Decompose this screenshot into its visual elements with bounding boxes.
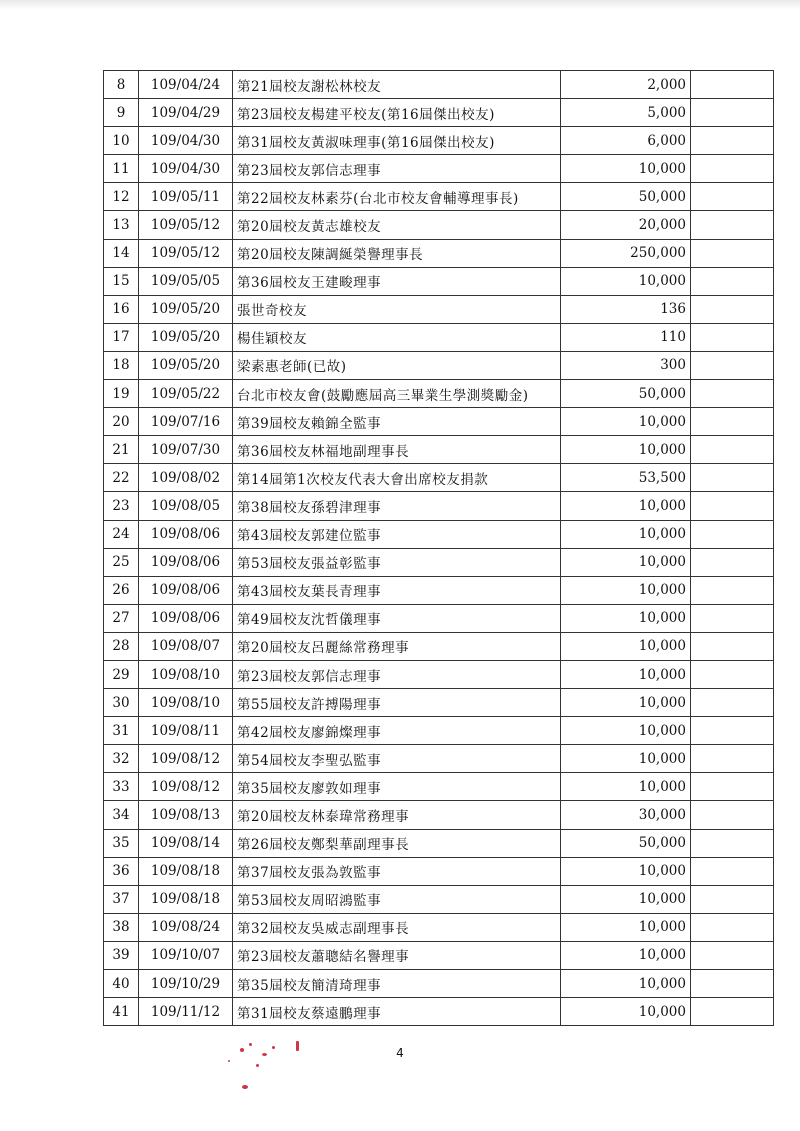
row-note (691, 829, 774, 857)
row-amount: 10,000 (561, 745, 691, 773)
table-row (104, 492, 774, 520)
row-number: 16 (104, 295, 139, 323)
row-amount: 250,000 (561, 239, 691, 267)
row-date: 109/04/30 (139, 155, 233, 183)
row-amount: 53,500 (561, 464, 691, 492)
table-row (104, 745, 774, 773)
row-note (691, 604, 774, 632)
row-amount: 10,000 (561, 492, 691, 520)
row-amount: 5,000 (561, 99, 691, 127)
row-donor-name: 第35屆校友簡清琦理事 (233, 970, 561, 998)
row-number: 36 (104, 857, 139, 885)
page-number: 4 (396, 1046, 404, 1060)
row-donor-name: 第31屆校友黃淑味理事(第16屆傑出校友) (233, 127, 561, 155)
row-donor-name: 第21屆校友謝松林校友 (233, 71, 561, 99)
row-note (691, 913, 774, 941)
row-amount: 6,000 (561, 127, 691, 155)
row-donor-name: 第49屆校友沈哲儀理事 (233, 604, 561, 632)
scan-edge-shadow (0, 0, 800, 10)
row-amount: 10,000 (561, 267, 691, 295)
row-note (691, 885, 774, 913)
row-number: 14 (104, 239, 139, 267)
row-date: 109/08/13 (139, 801, 233, 829)
row-amount: 30,000 (561, 801, 691, 829)
row-number: 28 (104, 632, 139, 660)
row-date: 109/08/02 (139, 464, 233, 492)
table-row (104, 660, 774, 688)
row-note (691, 211, 774, 239)
row-date: 109/10/29 (139, 970, 233, 998)
table-row (104, 548, 774, 576)
row-amount: 10,000 (561, 576, 691, 604)
table-row (104, 717, 774, 745)
row-note (691, 351, 774, 379)
table-row (104, 183, 774, 211)
row-date: 109/04/24 (139, 71, 233, 99)
row-note (691, 745, 774, 773)
table-row (104, 211, 774, 239)
row-note (691, 801, 774, 829)
row-date: 109/08/10 (139, 660, 233, 688)
row-date: 109/08/18 (139, 885, 233, 913)
table-row (104, 941, 774, 969)
row-number: 33 (104, 773, 139, 801)
row-number: 10 (104, 127, 139, 155)
row-number: 37 (104, 885, 139, 913)
row-number: 17 (104, 323, 139, 351)
row-amount: 300 (561, 351, 691, 379)
row-amount: 136 (561, 295, 691, 323)
row-note (691, 127, 774, 155)
row-donor-name: 第43屆校友郭建位監事 (233, 520, 561, 548)
row-date: 109/04/30 (139, 127, 233, 155)
table-row (104, 351, 774, 379)
row-number: 30 (104, 689, 139, 717)
row-number: 23 (104, 492, 139, 520)
row-donor-name: 第39屆校友賴錦全監事 (233, 408, 561, 436)
row-date: 109/08/05 (139, 492, 233, 520)
row-number: 25 (104, 548, 139, 576)
table-row (104, 520, 774, 548)
row-number: 8 (104, 71, 139, 99)
row-note (691, 576, 774, 604)
row-date: 109/08/14 (139, 829, 233, 857)
row-note (691, 99, 774, 127)
table-row (104, 970, 774, 998)
row-amount: 10,000 (561, 717, 691, 745)
row-note (691, 408, 774, 436)
row-donor-name: 第23屆校友郭信志理事 (233, 660, 561, 688)
table-row (104, 829, 774, 857)
donation-table (103, 70, 774, 1026)
row-amount: 50,000 (561, 380, 691, 408)
table-row (104, 71, 774, 99)
row-number: 41 (104, 998, 139, 1026)
row-amount: 10,000 (561, 520, 691, 548)
row-note (691, 183, 774, 211)
row-date: 109/07/30 (139, 436, 233, 464)
row-amount: 10,000 (561, 408, 691, 436)
row-donor-name: 第37屆校友張為敦監事 (233, 857, 561, 885)
row-note (691, 660, 774, 688)
row-date: 109/11/12 (139, 998, 233, 1026)
row-number: 26 (104, 576, 139, 604)
row-note (691, 267, 774, 295)
row-number: 27 (104, 604, 139, 632)
row-number: 11 (104, 155, 139, 183)
row-note (691, 380, 774, 408)
row-donor-name: 第26屆校友鄭梨華副理事長 (233, 829, 561, 857)
row-donor-name: 第20屆校友呂麗絲常務理事 (233, 632, 561, 660)
row-date: 109/07/16 (139, 408, 233, 436)
row-donor-name: 第23屆校友蕭聰結名譽理事 (233, 941, 561, 969)
row-amount: 10,000 (561, 913, 691, 941)
row-note (691, 71, 774, 99)
row-donor-name: 第20屆校友陳調綖榮譽理事長 (233, 239, 561, 267)
row-donor-name: 第31屆校友蔡遠鵬理事 (233, 998, 561, 1026)
row-amount: 10,000 (561, 604, 691, 632)
table-row (104, 436, 774, 464)
table-row (104, 323, 774, 351)
row-number: 38 (104, 913, 139, 941)
row-donor-name: 楊佳穎校友 (233, 323, 561, 351)
row-note (691, 520, 774, 548)
row-note (691, 717, 774, 745)
row-date: 109/10/07 (139, 941, 233, 969)
row-date: 109/05/20 (139, 295, 233, 323)
table-row (104, 380, 774, 408)
row-number: 40 (104, 970, 139, 998)
row-number: 18 (104, 351, 139, 379)
row-number: 29 (104, 660, 139, 688)
row-note (691, 155, 774, 183)
row-date: 109/05/11 (139, 183, 233, 211)
row-number: 34 (104, 801, 139, 829)
row-note (691, 436, 774, 464)
row-note (691, 941, 774, 969)
row-donor-name: 梁素惠老師(已故) (233, 351, 561, 379)
row-note (691, 773, 774, 801)
table-row (104, 998, 774, 1026)
row-amount: 10,000 (561, 660, 691, 688)
row-donor-name: 第20屆校友林泰瑋常務理事 (233, 801, 561, 829)
row-donor-name: 第22屆校友林素芬(台北市校友會輔導理事長) (233, 183, 561, 211)
row-note (691, 464, 774, 492)
row-number: 12 (104, 183, 139, 211)
table-row (104, 913, 774, 941)
row-date: 109/08/06 (139, 576, 233, 604)
table-row (104, 99, 774, 127)
row-note (691, 548, 774, 576)
row-note (691, 295, 774, 323)
row-number: 15 (104, 267, 139, 295)
row-date: 109/05/20 (139, 323, 233, 351)
table-row (104, 267, 774, 295)
table-row (104, 464, 774, 492)
table-row (104, 885, 774, 913)
row-amount: 10,000 (561, 548, 691, 576)
row-number: 19 (104, 380, 139, 408)
table-row (104, 632, 774, 660)
row-note (691, 689, 774, 717)
row-date: 109/05/12 (139, 211, 233, 239)
row-number: 9 (104, 99, 139, 127)
table-row (104, 604, 774, 632)
row-amount: 10,000 (561, 155, 691, 183)
row-donor-name: 第23屆校友楊建平校友(第16屆傑出校友) (233, 99, 561, 127)
row-number: 39 (104, 941, 139, 969)
row-donor-name: 台北市校友會(鼓勵應屆高三畢業生學測獎勵金) (233, 380, 561, 408)
row-note (691, 239, 774, 267)
row-amount: 10,000 (561, 632, 691, 660)
row-amount: 50,000 (561, 829, 691, 857)
row-date: 109/08/06 (139, 548, 233, 576)
table-row (104, 857, 774, 885)
row-number: 20 (104, 408, 139, 436)
row-number: 24 (104, 520, 139, 548)
row-amount: 10,000 (561, 436, 691, 464)
row-date: 109/05/12 (139, 239, 233, 267)
row-amount: 10,000 (561, 998, 691, 1026)
row-number: 35 (104, 829, 139, 857)
row-date: 109/05/05 (139, 267, 233, 295)
row-note (691, 970, 774, 998)
row-note (691, 998, 774, 1026)
row-date: 109/05/22 (139, 380, 233, 408)
row-date: 109/08/07 (139, 632, 233, 660)
row-amount: 2,000 (561, 71, 691, 99)
row-donor-name: 第20屆校友黃志雄校友 (233, 211, 561, 239)
row-amount: 20,000 (561, 211, 691, 239)
donation-table-body (104, 71, 774, 1026)
row-number: 32 (104, 745, 139, 773)
row-note (691, 323, 774, 351)
row-date: 109/08/12 (139, 773, 233, 801)
row-donor-name: 第35屆校友廖敦如理事 (233, 773, 561, 801)
row-donor-name: 第23屆校友郭信志理事 (233, 155, 561, 183)
row-date: 109/05/20 (139, 351, 233, 379)
row-amount: 110 (561, 323, 691, 351)
table-row (104, 295, 774, 323)
row-date: 109/08/24 (139, 913, 233, 941)
row-number: 22 (104, 464, 139, 492)
table-row (104, 689, 774, 717)
row-donor-name: 第38屆校友孫碧津理事 (233, 492, 561, 520)
row-date: 109/08/06 (139, 520, 233, 548)
table-row (104, 773, 774, 801)
row-donor-name: 第54屆校友李聖弘監事 (233, 745, 561, 773)
row-donor-name: 第14屆第1次校友代表大會出席校友捐款 (233, 464, 561, 492)
row-donor-name: 第53屆校友周昭鴻監事 (233, 885, 561, 913)
table-row (104, 155, 774, 183)
row-date: 109/08/11 (139, 717, 233, 745)
row-amount: 10,000 (561, 857, 691, 885)
table-row (104, 576, 774, 604)
row-date: 109/08/12 (139, 745, 233, 773)
row-amount: 10,000 (561, 970, 691, 998)
row-donor-name: 第42屆校友廖錦燦理事 (233, 717, 561, 745)
table-row (104, 408, 774, 436)
row-donor-name: 第53屆校友張益彰監事 (233, 548, 561, 576)
table-row (104, 127, 774, 155)
row-date: 109/04/29 (139, 99, 233, 127)
row-number: 13 (104, 211, 139, 239)
row-note (691, 632, 774, 660)
row-amount: 10,000 (561, 773, 691, 801)
row-number: 21 (104, 436, 139, 464)
row-donor-name: 第32屆校友吳威志副理事長 (233, 913, 561, 941)
row-number: 31 (104, 717, 139, 745)
row-date: 109/08/10 (139, 689, 233, 717)
row-amount: 10,000 (561, 689, 691, 717)
table-row (104, 801, 774, 829)
row-date: 109/08/18 (139, 857, 233, 885)
row-amount: 10,000 (561, 885, 691, 913)
row-amount: 10,000 (561, 941, 691, 969)
row-amount: 50,000 (561, 183, 691, 211)
row-donor-name: 第36屆校友王建畯理事 (233, 267, 561, 295)
row-donor-name: 第36屆校友林福地副理事長 (233, 436, 561, 464)
row-donor-name: 張世奇校友 (233, 295, 561, 323)
table-row (104, 239, 774, 267)
row-note (691, 857, 774, 885)
row-date: 109/08/06 (139, 604, 233, 632)
row-note (691, 492, 774, 520)
row-donor-name: 第55屆校友許搏陽理事 (233, 689, 561, 717)
row-donor-name: 第43屆校友葉長青理事 (233, 576, 561, 604)
